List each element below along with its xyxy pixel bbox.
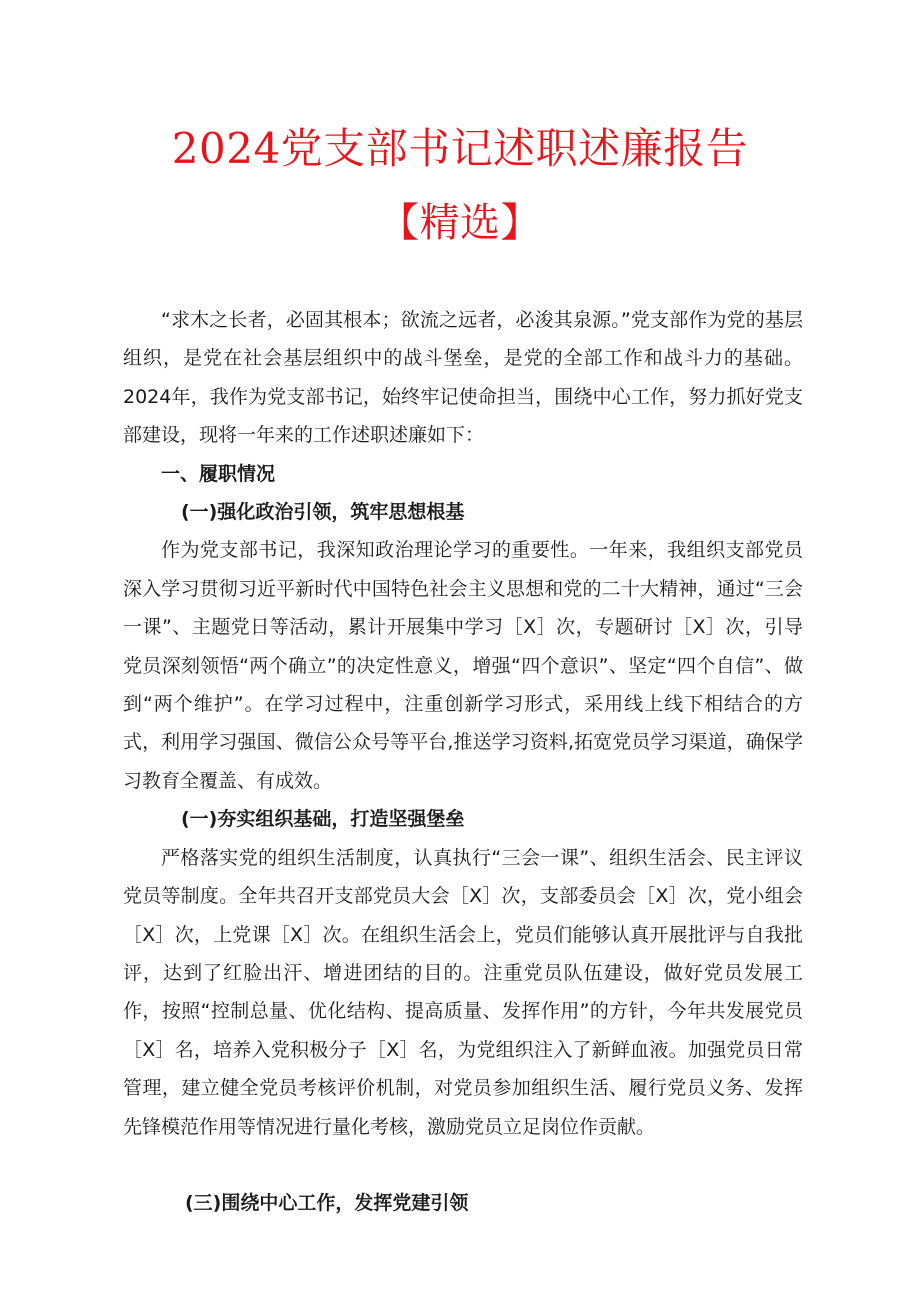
intro-paragraph: “求木之长者，必固其根本；欲流之远者，必浚其泉源。”党支部作为党的基层组织，是党在社会基层组织中的战斗堡垒，是党的全部工作和战斗力的基础。2024年，我作为党支部书记，始终牢记使命担当，围绕中心工作，努力抓好党支部建设，现将一年来的工作述职述廉如下：	[123, 309, 803, 447]
subsection-heading-central-work: (三)围绕中心工作，发挥党建引领	[185, 1191, 469, 1214]
subsection-heading-political: (一)强化政治引领，筑牢思想根基	[181, 501, 465, 524]
section-heading-duties: 一、履职情况	[161, 462, 276, 485]
document-subtitle: 【精选】	[379, 200, 541, 246]
paragraph-gap	[123, 1146, 803, 1184]
subsection-heading-organization: (一)夯实组织基础，打造坚强堡垒	[181, 808, 465, 831]
paragraph-political: 作为党支部书记，我深知政治理论学习的重要性。一年来，我组织支部党员深入学习贯彻习近平新时代中国特色社会主义思想和党的二十大精神，通过“三会一课”、主题党日等活动，累计开展集中学习［X］次，专题研讨［X］次，引导党员深刻领悟“两个确立”的决定性意义，增强“四个意识”、坚定“四个自信”、做到“两个维护”。在学习过程中，注重创新学习形式，采用线上线下相结合的方式，利用学习强国、微信公众号等平台,推送学习资料,拓宽党员学习渠道，确保学习教育全覆盖、有成效。	[123, 539, 803, 792]
paragraph-organization: 严格落实党的组织生活制度，认真执行“三会一课”、组织生活会、民主评议党员等制度。全年共召开支部党员大会［X］次，支部委员会［X］次，党小组会［X］次，上党课［X］次。在组织生活会上，党员们能够认真开展批评与自我批评，达到了红脸出汗、增进团结的目的。注重党员队伍建设，做好党员发展工作，按照“控制总量、优化结构、提高质量、发挥作用”的方针，今年共发展党员［X］名，培养入党积极分子［X］名，为党组织注入了新鲜血液。加强党员日常管理，建立健全党员考核评价机制，对党员参加组织生活、履行党员义务、发挥先锋模范作用等情况进行量化考核，激励党员立足岗位作贡献。	[123, 846, 803, 1138]
document-title: 2024党支部书记述职述廉报告	[171, 124, 749, 173]
document-body	[123, 301, 803, 1222]
